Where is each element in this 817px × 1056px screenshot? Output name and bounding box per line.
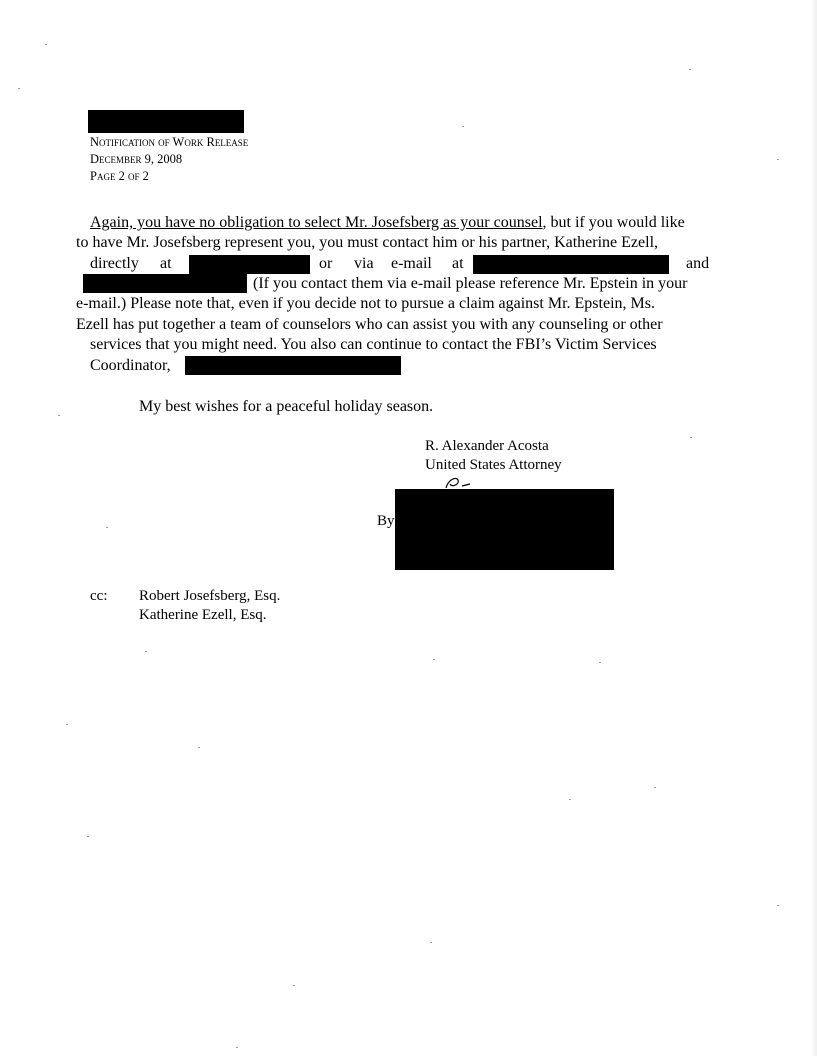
cc-recipient-1: Robert Josefsberg, Esq. <box>139 588 281 604</box>
body-line-3-directly: directly <box>90 255 139 272</box>
header-date: December 9, 2008 <box>90 152 183 166</box>
redaction-signature <box>395 489 614 570</box>
scan-speck <box>430 942 432 943</box>
scan-speck <box>236 1047 238 1048</box>
signature-mark <box>440 474 480 490</box>
body-line-5: e-mail.) Please note that, even if you decide not to pursue a claim against Mr. Epstein, Ms. <box>76 295 655 312</box>
body-line-7: services that you might need. You also can continue to contact the FBI’s Victim Services <box>90 336 657 353</box>
body-line-1 <box>90 213 685 233</box>
scan-speck <box>599 662 601 663</box>
scan-speck <box>106 527 108 528</box>
redaction-email <box>473 255 669 274</box>
holiday-wishes: My best wishes for a peaceful holiday season. <box>139 398 434 415</box>
scan-speck <box>18 88 20 89</box>
scan-speck <box>198 747 200 748</box>
body-line-4: (If you contact them via e-mail please reference Mr. Epstein in your <box>253 275 688 292</box>
redaction-coordinator <box>185 356 401 375</box>
body-line-8: Coordinator, <box>90 357 171 374</box>
scan-speck <box>66 724 68 725</box>
body-line-3-and: and <box>686 255 710 272</box>
body-line-6: Ezell has put together a team of counselors who can assist you with any counseling or other <box>76 316 663 333</box>
header-title: Notification of Work Release <box>90 135 249 149</box>
scan-speck <box>87 836 89 837</box>
body-line-1-rest: , but if you would like <box>542 214 685 231</box>
scan-speck <box>462 126 464 127</box>
body-line-3-at: at <box>160 255 172 272</box>
redaction-header <box>88 110 244 133</box>
scan-speck <box>689 69 691 70</box>
scan-speck <box>145 651 147 652</box>
cc-recipient-2: Katherine Ezell, Esq. <box>139 607 267 623</box>
scan-edge <box>811 0 817 1056</box>
scan-speck <box>569 799 571 800</box>
scan-speck <box>433 659 435 660</box>
signer-title: United States Attorney <box>425 457 562 473</box>
body-line-3-at-2: at <box>452 255 464 272</box>
scan-speck <box>293 985 295 986</box>
signer-name: R. Alexander Acosta <box>425 438 549 454</box>
scan-speck <box>777 905 779 906</box>
cc-label: cc: <box>90 588 108 604</box>
body-line-3-or: or <box>319 255 333 272</box>
body-line-3-email: e-mail <box>391 255 432 272</box>
scan-speck <box>654 787 656 788</box>
no-obligation-text: Again, you have no obligation to select Mr. Josefsberg as your counsel <box>90 214 543 231</box>
scan-speck <box>777 159 779 160</box>
scan-speck <box>45 44 47 45</box>
body-line-2: to have Mr. Josefsberg represent you, you must contact him or his partner, Katherine Ezell, <box>76 234 659 251</box>
header-page-number: Page 2 of 2 <box>90 169 149 183</box>
scan-speck <box>58 415 60 416</box>
letter-header <box>90 134 248 185</box>
redaction-phone <box>189 255 310 274</box>
by-label: By <box>377 513 395 529</box>
scan-speck <box>690 437 692 438</box>
body-line-3-via: via <box>354 255 374 272</box>
redaction-email-continued <box>83 274 247 293</box>
